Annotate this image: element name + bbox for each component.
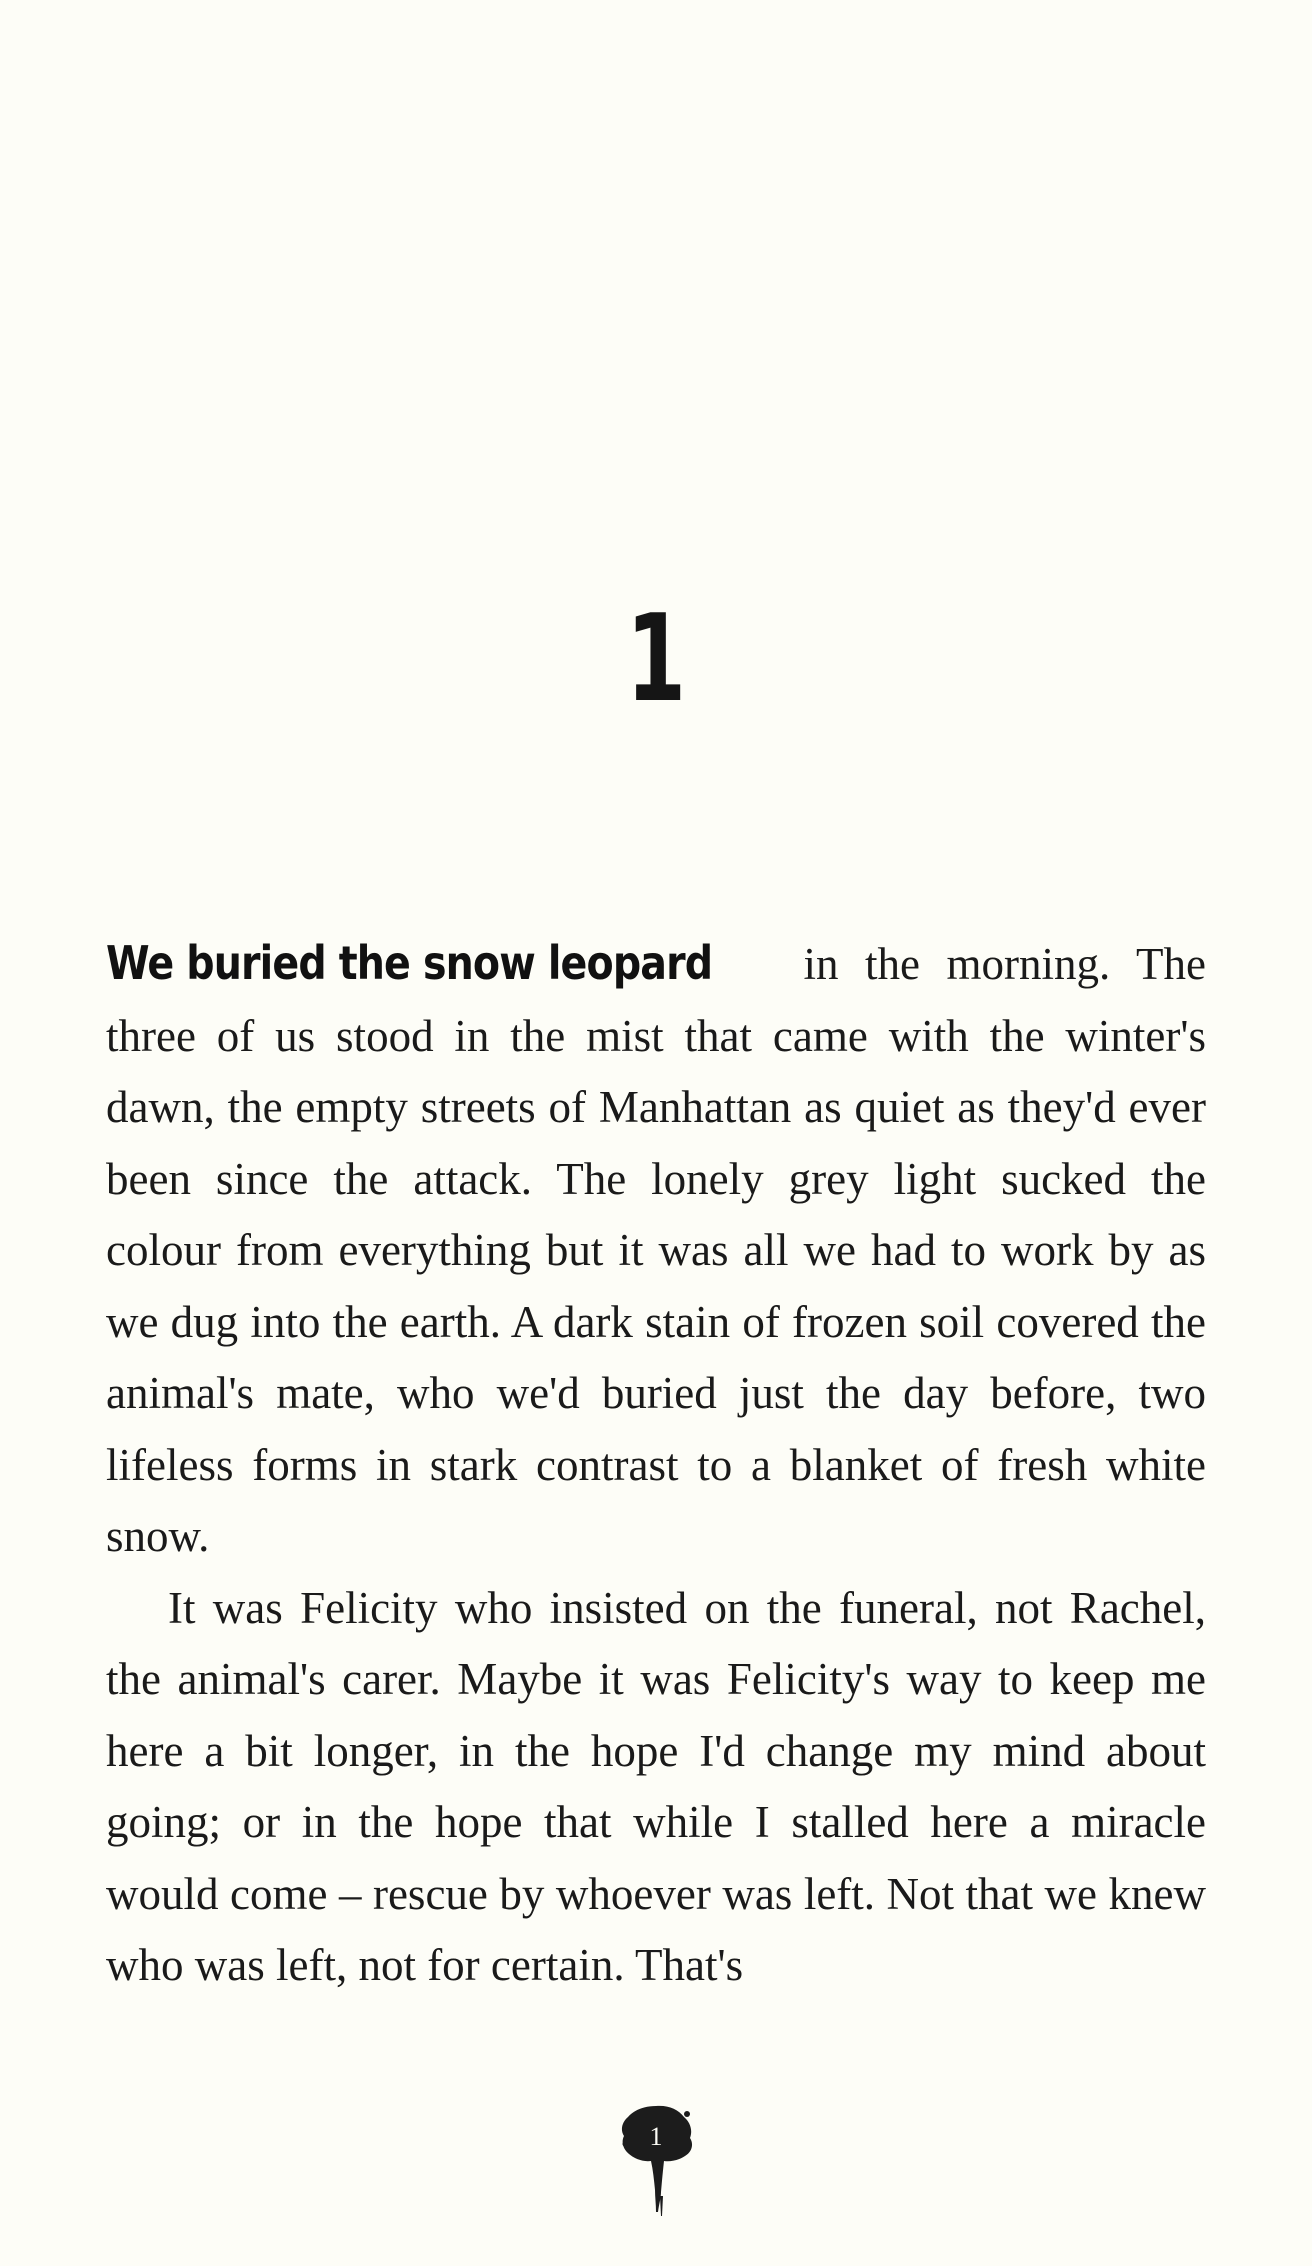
body-text [106, 928, 1206, 2002]
paragraph-1 [106, 928, 1206, 1573]
ink-splat-icon [616, 2100, 696, 2220]
page-number: 1 [649, 2122, 663, 2151]
lead-in-text: We buried the snow leopard [106, 936, 713, 990]
paragraph-1-text: in the morning. The three of us stood in the mist that came with the winter's dawn, the empty streets of Manhattan as quiet as they'd ever been since the attack. The lonely grey light sucked the colour from everything but it was all we had to work by as we dug into the earth. A dark stain of frozen soil covered the animal's mate, who we'd buried just the day before, two lifeless forms in stark contrast to a blanket of fresh white snow. [106, 939, 1206, 1561]
paragraph-2: It was Felicity who insisted on the funeral, not Rachel, the animal's carer. Maybe it was Felicity's way to keep me here a bit longer, in the hope I'd change my mind about going; or in the hope that while I stalled here a miracle would come – rescue by whoever was left. Not that we knew who was left, not for certain. That's [106, 1582, 1206, 1990]
chapter-number: 1 [625, 590, 687, 729]
folio [616, 2100, 696, 2220]
